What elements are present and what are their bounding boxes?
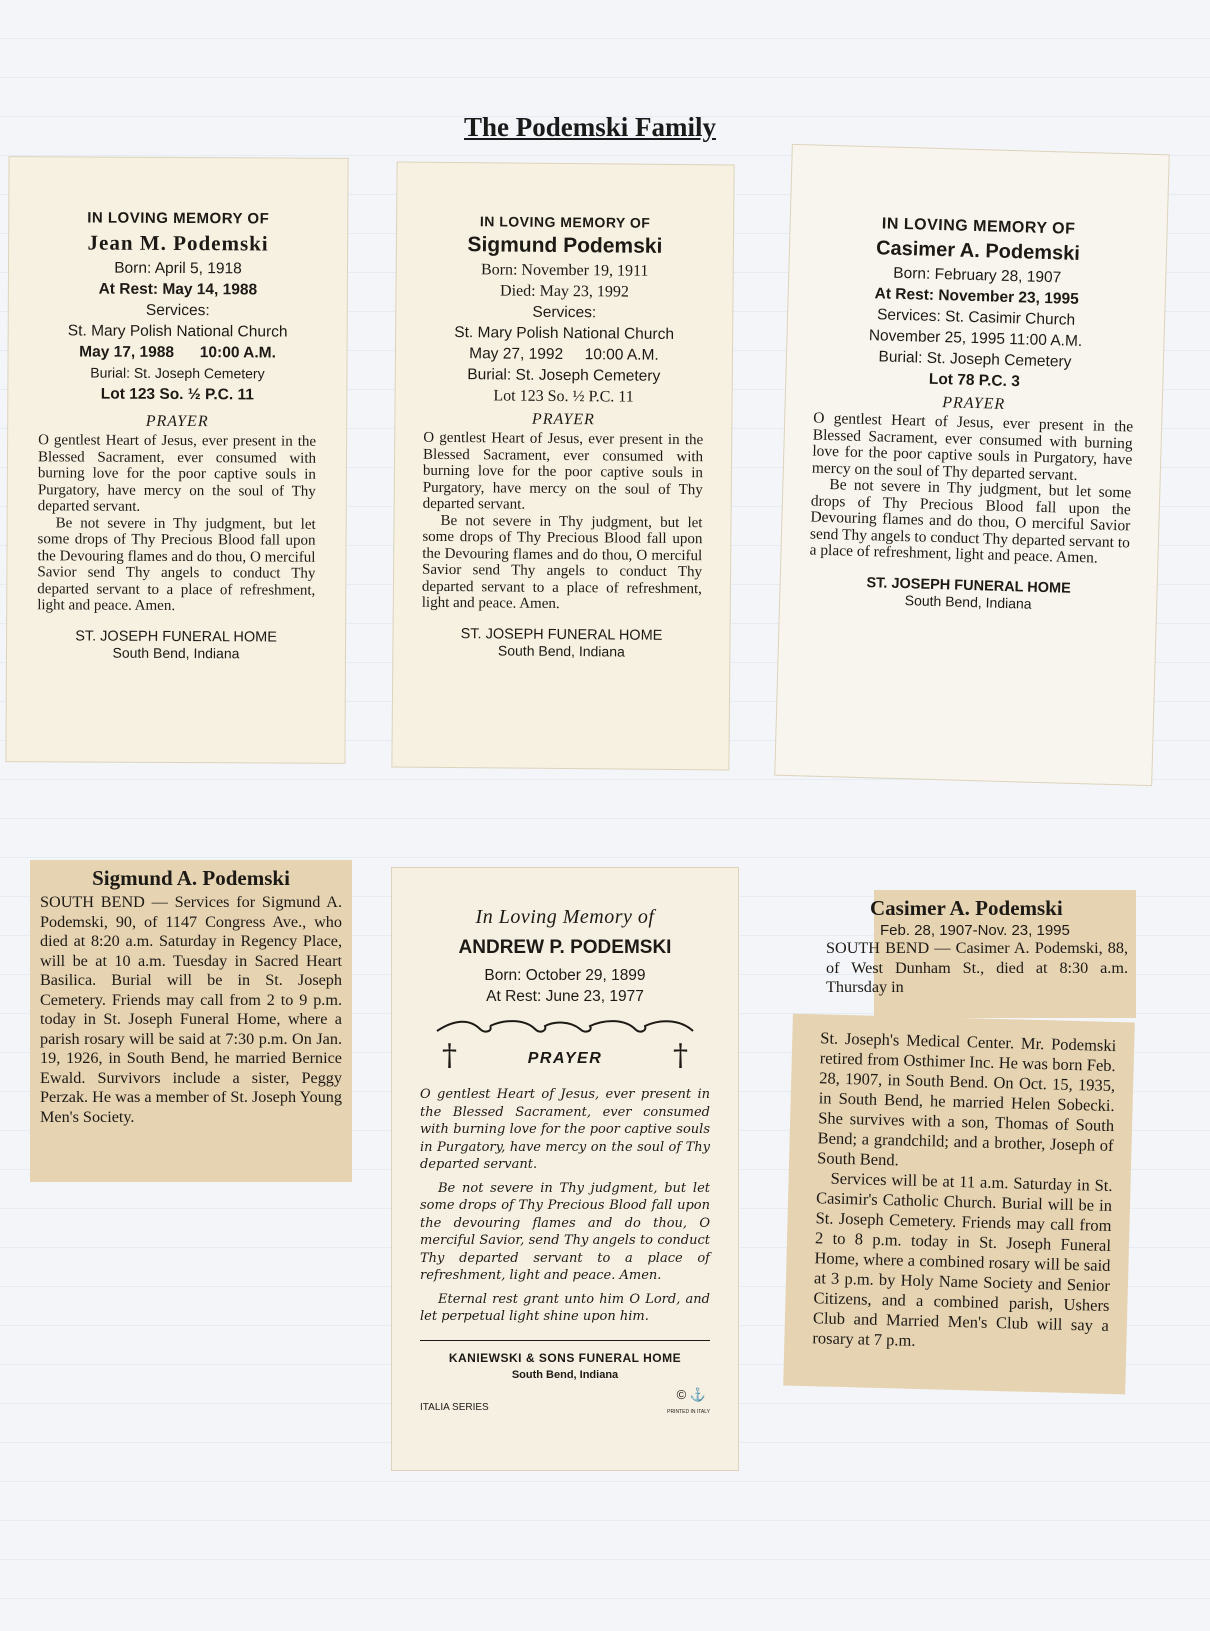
prayer-text xyxy=(420,1086,710,1326)
obituary-clipping-casimer-top xyxy=(826,890,1136,1018)
prayer-paragraph: Be not severe in Thy judgment, but let some drops of Thy Precious Blood fall upon the devouring flames and do thou, O merciful Savior, send Thy angels to conduct Thy departed servant to a place of refreshment, light and peace. Amen. xyxy=(420,1180,710,1283)
card-name: ANDREW P. PODEMSKI xyxy=(458,937,672,958)
obituary-name: Sigmund A. Podemski xyxy=(92,866,290,890)
rest-date: At Rest: May 14, 1988 xyxy=(98,280,258,299)
memorial-card-casimer xyxy=(775,145,1168,785)
divider xyxy=(420,1340,710,1341)
born-date: Born: April 5, 1918 xyxy=(114,259,242,278)
memorial-card-jean xyxy=(6,157,347,763)
card-heading: In Loving Memory of xyxy=(475,906,655,928)
obituary-body xyxy=(40,893,342,1127)
card-heading: IN LOVING MEMORY OF xyxy=(87,209,270,228)
lot-text: Lot 123 So. ½ P.C. 11 xyxy=(100,385,254,404)
obituary-paragraph: Services will be at 11 a.m. Saturday in St. Casimir's Catholic Church. Burial will be in St. Joseph Cemetery. Friends may call from 2 to 8 p.m. today in St. Joseph Funeral Home, where a combined rosary will be said at 3 p.m. by Holy Name Society and Senior Citizens, and a combined parish, Ushers Club and Married Men's Club will say a rosary at 7 p.m. xyxy=(812,1168,1113,1350)
church-name: St. Mary Polish National Church xyxy=(67,322,288,341)
born-date: Born: October 29, 1899 xyxy=(484,967,646,984)
prayer-title: PRAYER xyxy=(145,412,209,431)
prayer-paragraph: Be not severe in Thy judgment, but let some drops of Thy Precious Blood fall upon the Devouring flames and do thou, O merciful Savior send Thy angels to conduct Thy departed servant to a place of refreshment, light and peace. Amen. xyxy=(809,476,1132,567)
prayer-paragraph: Eternal rest grant unto him O Lord, and let perpetual light shine upon him. xyxy=(420,1291,710,1324)
cross-icon: † xyxy=(673,1038,688,1073)
prayer-paragraph: O gentlest Heart of Jesus, ever present in the Blessed Sacrament, ever consumed with burning love for the poor captive souls in Purgatory, have mercy on the soul of Thy departed servant. xyxy=(811,409,1134,484)
series-label: ITALIA SERIES xyxy=(420,1401,489,1413)
cross-icon: † xyxy=(442,1038,457,1073)
prayer-title: PRAYER xyxy=(527,1050,603,1067)
prayer-paragraph: Be not severe in Thy judgment, but let some drops of Thy Precious Blood fall upon the Devouring flames and do thou, O merciful Savior send Thy angels to conduct Thy departed servant to a place of refreshment, light and peace. Amen. xyxy=(37,514,316,614)
prayer-text xyxy=(37,432,316,615)
prayer-text xyxy=(809,411,1133,568)
funeral-home: ST. JOSEPH FUNERAL HOME xyxy=(460,625,663,644)
rest-date: At Rest: November 23, 1995 xyxy=(874,285,1079,308)
card-name: Sigmund Podemski xyxy=(467,233,663,258)
burial-text: Burial: St. Joseph Cemetery xyxy=(90,364,265,382)
lot-text: Lot 78 P.C. 3 xyxy=(928,370,1021,391)
obituary-clipping-sigmund xyxy=(30,860,352,1182)
church-name: St. Mary Polish National Church xyxy=(454,324,675,343)
anchor-icon: © ⚓ xyxy=(676,1386,706,1402)
scroll-ornament xyxy=(435,1019,695,1039)
prayer-text xyxy=(422,430,704,614)
obituary-name: Casimer A. Podemski xyxy=(870,896,1063,920)
funeral-home-city: South Bend, Indiana xyxy=(112,644,240,661)
obituary-paragraph: St. Joseph's Medical Center. Mr. Podemski retired from Osthimer Inc. He was born Feb. 28, 1907, in South Bend. On Oct. 15, 1935, in South Bend, he married Helen Sobecki. She survives with a son, Thomas of South Bend; a grandchild; and a brother, Joseph of South Bend. xyxy=(816,1028,1117,1170)
services-label: Services: xyxy=(532,303,597,322)
card-name: Casimer A. Podemski xyxy=(875,237,1081,265)
page-title: The Podemski Family xyxy=(463,112,716,142)
memorial-card-andrew xyxy=(392,868,738,1470)
services-text: Services: St. Casimir Church xyxy=(876,306,1076,329)
card-name: Jean M. Podemski xyxy=(87,230,269,256)
prayer-paragraph: Be not severe in Thy judgment, but let some drops of Thy Precious Blood fall upon the Devouring flames and do thou, O merciful Savior send Thy angels to conduct Thy departed servant to a place of refreshment, light and peace. Amen. xyxy=(421,512,703,612)
memorial-card-sigmund xyxy=(392,163,733,770)
prayer-paragraph: O gentlest Heart of Jesus, ever present in the Blessed Sacrament, ever consumed with burning love for the poor captive souls in Purgatory, have mercy on the soul of Thy departed servant. xyxy=(420,1087,710,1172)
burial-text: Burial: St. Joseph Cemetery xyxy=(467,366,661,385)
funeral-home-city: South Bend, Indiana xyxy=(497,641,625,660)
obituary-body xyxy=(812,1028,1116,1356)
prayer-paragraph: O gentlest Heart of Jesus, ever present in the Blessed Sacrament, ever consumed with burning love for the poor captive souls in Purgatory, have mercy on the soul of Thy departed servant. xyxy=(37,432,317,515)
funeral-home: KANIEWSKI & SONS FUNERAL HOME xyxy=(448,1350,682,1365)
funeral-home: ST. JOSEPH FUNERAL HOME xyxy=(75,627,277,646)
obituary-paragraph: SOUTH BEND — Services for Sigmund A. Podemski, 90, of 1147 Congress Ave., who died at 8:20 a.m. Saturday in Regency Place, will be at 10 a.m. Tuesday in Sacred Heart Basilica. Burial will be in St. Joseph Cemetery. Friends may call from 2 to 9 p.m. today in St. Joseph Funeral Home, where a parish rosary will be said at 7:30 p.m. On Jan. 19, 1926, in South Bend, he married Bernice Ewald. Survivors include a sister, Peggy Perzak. He was a member of St. Joseph Young Men's Society. xyxy=(40,893,342,1126)
card-heading: IN LOVING MEMORY OF xyxy=(881,215,1076,238)
funeral-home-city: South Bend, Indiana xyxy=(904,591,1032,612)
lot-text: Lot 123 So. ½ P.C. 11 xyxy=(493,387,634,406)
born-date: Born: November 19, 1911 xyxy=(480,261,649,280)
printed-label: PRINTED IN ITALY xyxy=(667,1408,710,1415)
rest-date: At Rest: June 23, 1977 xyxy=(486,988,644,1005)
prayer-title: PRAYER xyxy=(942,394,1006,413)
funeral-home: ST. JOSEPH FUNERAL HOME xyxy=(866,574,1072,597)
service-date-time: November 25, 1995 11:00 A.M. xyxy=(868,327,1083,351)
obituary-dates: Feb. 28, 1907-Nov. 23, 1995 xyxy=(880,922,1070,939)
service-date-time: May 17, 1988 10:00 A.M. xyxy=(79,343,276,362)
card-heading: IN LOVING MEMORY OF xyxy=(479,213,651,231)
died-date: Died: May 23, 1992 xyxy=(500,282,630,301)
service-date-time: May 27, 1992 10:00 A.M. xyxy=(469,345,659,364)
born-date: Born: February 28, 1907 xyxy=(893,264,1062,287)
funeral-home-city: South Bend, Indiana xyxy=(511,1368,619,1381)
burial-text: Burial: St. Joseph Cemetery xyxy=(878,348,1072,371)
obituary-body-top: SOUTH BEND — Casimer A. Podemski, 88, of West Dunham St., died at 8:30 a.m. Thursday in xyxy=(826,939,1128,996)
prayer-title: PRAYER xyxy=(531,410,595,429)
services-label: Services: xyxy=(145,301,210,320)
prayer-paragraph: O gentlest Heart of Jesus, ever present in the Blessed Sacrament, ever consumed with burning love for the poor captive souls in Purgatory, have mercy on the soul of Thy departed servant. xyxy=(422,429,704,513)
obituary-clipping-casimer-continued xyxy=(783,1014,1135,1395)
